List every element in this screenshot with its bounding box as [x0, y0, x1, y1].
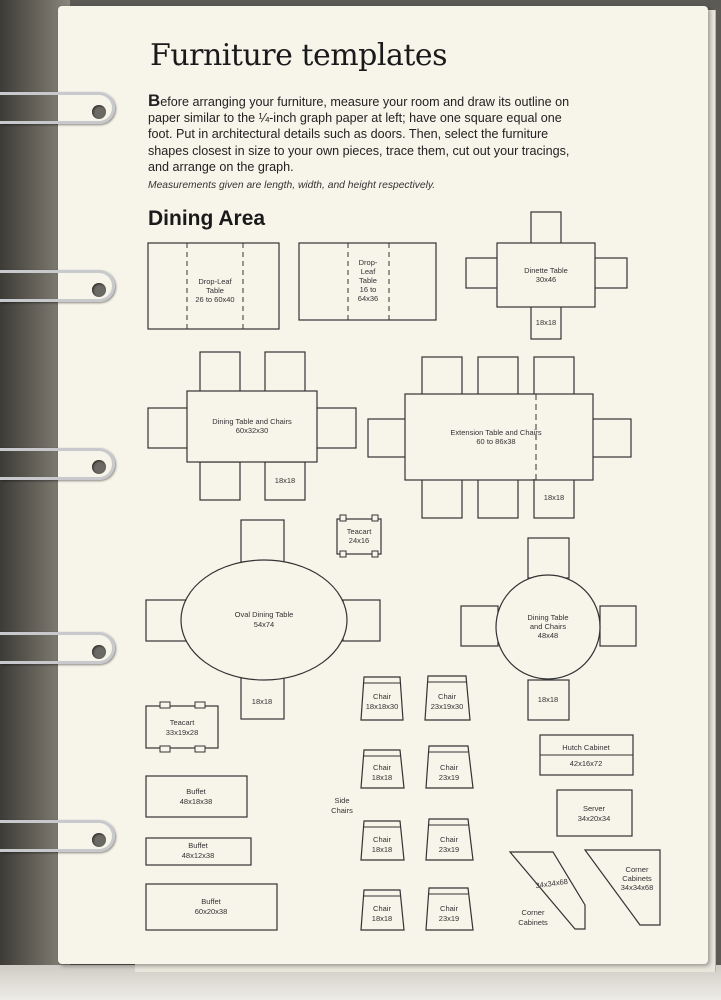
extension-chair-right	[592, 419, 631, 457]
drop-leaf-1-label: Drop-Leaf Table 26 to 60x40	[195, 277, 235, 304]
dinette-chair-left	[466, 258, 499, 288]
side-chairs-label: Side Chairs	[331, 796, 353, 815]
chair-5-label: Chair 18x18	[371, 835, 393, 854]
drop-leaf-2-label: Drop-Leaf Table 16 to 64x36	[357, 258, 379, 303]
chair-6-label: Chair 23x19	[438, 835, 460, 854]
dinette-chair-label: 18x18	[535, 318, 557, 327]
dining-chair-left	[148, 408, 188, 448]
oval-chair-top	[241, 520, 284, 562]
binder-ring-1	[0, 92, 115, 124]
round-chair-left	[461, 606, 498, 646]
oval-chair-left	[146, 600, 186, 641]
binder-ring-2	[0, 270, 115, 302]
extension-chair-top-1	[422, 357, 462, 395]
oval-chair-right	[343, 600, 380, 641]
teacart-small-wheel-1	[340, 515, 346, 521]
teacart-small-label: Teacart 24x16	[346, 527, 372, 545]
oval-chair-label: 18x18	[251, 697, 273, 706]
dining-chair-top-right	[265, 352, 305, 392]
buffet-2-label: Buffet 48x12x38	[181, 841, 215, 860]
round-chair-right	[600, 606, 636, 646]
intro-text: efore arranging your furniture, measure your room and draw its outline on paper similar to the ¼-inch graph paper at left; have one square equal one foot. Put in architectural details such as doors. Then, select the furniture shapes closest in size to your own pieces, trace them, cut out your tracings, and arrange on the graph.	[148, 95, 570, 174]
extension-chair-label: 18x18	[543, 493, 565, 502]
hutch-size-label: 42x16x72	[569, 759, 603, 768]
corner-1-label: 34x34x68	[534, 876, 569, 891]
dinette-label: Dinette Table 30x46	[524, 266, 568, 284]
binder-ring-5	[0, 820, 115, 852]
binder-ring-3	[0, 448, 115, 480]
extension-chair-left	[368, 419, 406, 457]
server	[557, 790, 632, 836]
dining-chair-top-left	[200, 352, 240, 392]
dining-chair-right	[316, 408, 356, 448]
dinette-chair-top	[531, 212, 561, 245]
dining-chair-bottom-left	[200, 462, 240, 500]
chair-4-label: Chair 23x19	[438, 763, 460, 782]
teacart-small-wheel-2	[372, 515, 378, 521]
round-chair-label: 18x18	[537, 695, 559, 704]
chair-1-label: Chair 18x18x30	[365, 692, 399, 711]
dining-chair-size-label: 18x18	[274, 476, 296, 485]
chair-8-label: Chair 23x19	[438, 904, 460, 923]
extension-chair-top-2	[478, 357, 518, 395]
teacart-large-wheel-2	[195, 702, 205, 708]
extension-chair-top-3	[534, 357, 574, 395]
chair-3-label: Chair 18x18	[371, 763, 393, 782]
oval-table-label: Oval Dining Table 54x74	[234, 610, 294, 629]
round-chair-top	[528, 538, 569, 578]
corner-caption-label: Corner Cabinets	[518, 908, 548, 927]
section-heading: Dining Area	[148, 207, 266, 230]
round-table-label: Dining Table and Chairs 48x48	[527, 613, 569, 640]
teacart-large	[146, 706, 218, 748]
hutch-label: Hutch Cabinet	[562, 743, 610, 752]
binder-ring-4	[0, 632, 115, 664]
server-label: Server 34x20x34	[577, 804, 611, 823]
teacart-large-wheel-1	[160, 702, 170, 708]
dinette-chair-right	[593, 258, 627, 288]
page-title: Furniture templates	[150, 38, 448, 73]
teacart-small-wheel-4	[372, 551, 378, 557]
intro-drop-cap: B	[148, 91, 161, 110]
corner-2-label: Corner Cabinets 34x34x68	[620, 865, 654, 892]
buffet-1-label: Buffet 48x18x38	[179, 787, 213, 806]
chair-2-label: Chair 23x19x30	[430, 692, 464, 711]
extension-chair-bottom-1	[422, 479, 462, 518]
teacart-small-wheel-3	[340, 551, 346, 557]
teacart-large-wheel-4	[195, 746, 205, 752]
buffet-3-label: Buffet 60x20x38	[194, 897, 228, 916]
measurement-note: Measurements given are length, width, and height respectively.	[148, 180, 436, 191]
chair-7-label: Chair 18x18	[371, 904, 393, 923]
extension-chair-bottom-2	[478, 479, 518, 518]
teacart-large-label: Teacart 33x19x28	[165, 718, 199, 737]
dining-table-label: Dining Table and Chairs 60x32x30	[212, 417, 292, 435]
teacart-large-wheel-3	[160, 746, 170, 752]
extension-table-label: Extension Table and Chairs 60 to 86x38	[450, 428, 542, 446]
